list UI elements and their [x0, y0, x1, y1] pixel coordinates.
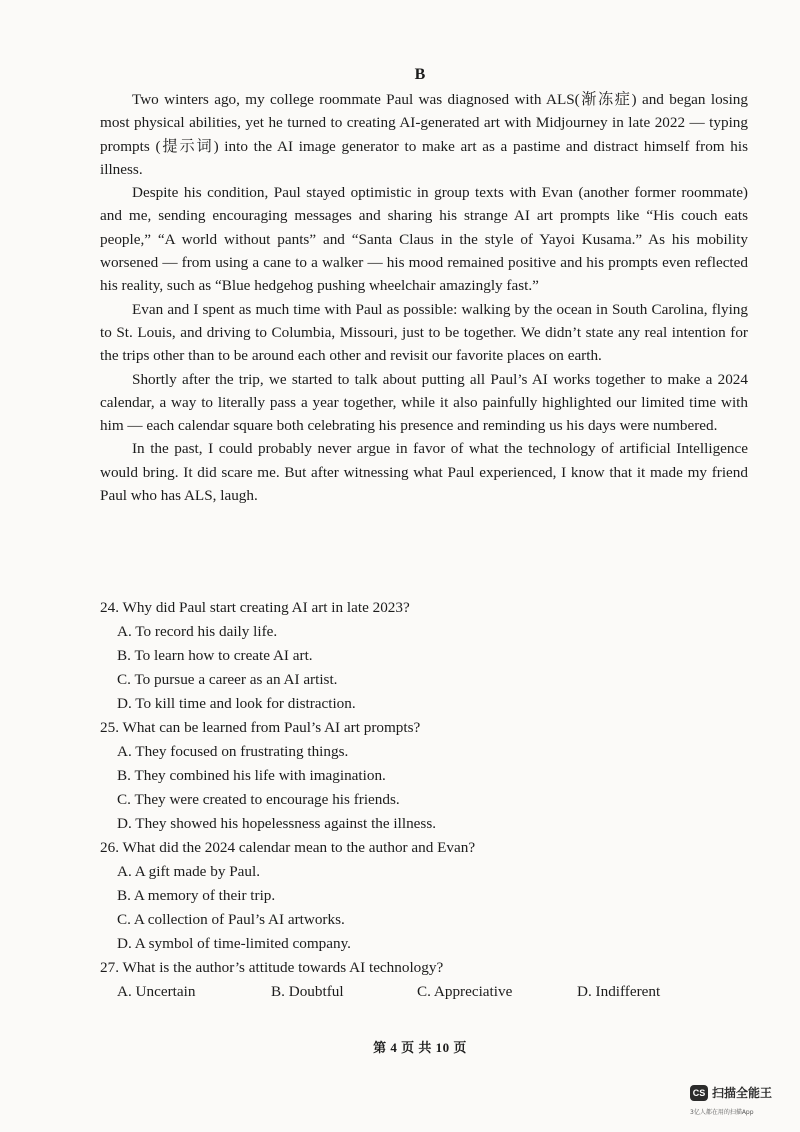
camscanner-logo-icon: CS [690, 1085, 708, 1101]
question-27 [100, 956, 748, 1004]
reading-passage [100, 88, 748, 507]
passage-paragraph: Evan and I spent as much time with Paul as possible: walking by the ocean in South Carolina, flying to St. Louis, and driving to Columbia, Missouri, just to be together. We didn’t state any real intention for the trips other than to be around each other and revisit our favorite places on earth. [100, 300, 748, 365]
option-b: B. They combined his life with imagination. [117, 767, 386, 784]
option-a: A. To record his daily life. [117, 623, 278, 640]
watermark-app-name: 扫描全能王 [712, 1086, 773, 1100]
option-b: B. To learn how to create AI art. [117, 647, 313, 664]
passage-paragraph: Despite his condition, Paul stayed optimistic in group texts with Evan (another former roommate) and me, sending encouraging messages and sharing his strange AI art prompts like “His couch eats people,” “A world without pants” and “Santa Claus in the style of Yayoi Kusama.” As his mobility worsened — from using a cane to a walker — his mood remained positive and his prompts even reflected his reality, such as “Blue hedgehog pushing wheelchair amazingly fast.” [100, 184, 748, 295]
question-stem: 27. What is the author’s attitude towards AI technology? [100, 959, 444, 976]
option-d: D. A symbol of time-limited company. [117, 935, 351, 952]
option-d: D. Indifferent [577, 983, 661, 1000]
section-label: B [414, 66, 426, 83]
option-c: C. Appreciative [417, 983, 513, 1000]
option-d: D. They showed his hopelessness against the illness. [117, 815, 437, 832]
passage-paragraph: Two winters ago, my college roommate Paul was diagnosed with ALS(渐冻症) and began losing most physical abilities, yet he turned to creating AI-generated art with Midjourney in late 2022 — typing prompts (提示词) into the AI image generator to make art as a pastime and distract himself from his illness. [100, 91, 748, 178]
option-c: C. To pursue a career as an AI artist. [117, 671, 338, 688]
option-a: A. Uncertain [117, 983, 196, 1000]
option-d: D. To kill time and look for distraction. [117, 695, 356, 712]
question-26 [100, 836, 748, 956]
question-list [100, 596, 748, 1004]
page-number: 第 4 页 共 10 页 [373, 1040, 467, 1055]
question-stem: 25. What can be learned from Paul’s AI art prompts? [100, 719, 421, 736]
scanner-watermark [690, 1085, 800, 1125]
option-c: C. A collection of Paul’s AI artworks. [117, 911, 345, 928]
option-c: C. They were created to encourage his friends. [117, 791, 400, 808]
question-stem: 26. What did the 2024 calendar mean to the author and Evan? [100, 839, 476, 856]
option-a: A. They focused on frustrating things. [117, 743, 349, 760]
watermark-tagline: 3亿人都在用的扫描App [690, 1109, 754, 1116]
option-a: A. A gift made by Paul. [117, 863, 261, 880]
option-b: B. A memory of their trip. [117, 887, 276, 904]
question-stem: 24. Why did Paul start creating AI art in late 2023? [100, 599, 410, 616]
option-row [100, 980, 748, 1004]
option-b: B. Doubtful [271, 983, 344, 1000]
question-24 [100, 596, 748, 716]
passage-paragraph: Shortly after the trip, we started to talk about putting all Paul’s AI works together to make a 2024 calendar, a way to literally pass a year together, while it also painfully highlighted our limited time with him — each calendar square both celebrating his presence and reminding us his days were numbered. [100, 370, 748, 435]
question-25 [100, 716, 748, 836]
passage-paragraph: In the past, I could probably never argue in favor of what the technology of artificial Intelligence would bring. It did scare me. But after witnessing what Paul experienced, I know that it made my friend Paul who has ALS, laugh. [100, 440, 748, 505]
